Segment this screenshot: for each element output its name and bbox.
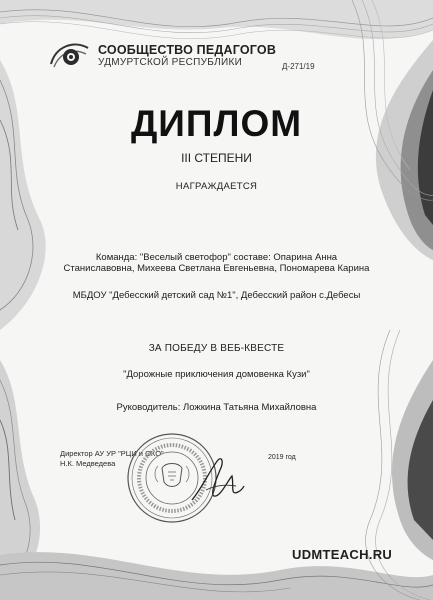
leader-line: Руководитель: Ложкина Татьяна Михайловна [116, 402, 317, 413]
awarded-label: НАГРАЖДАЕТСЯ [175, 181, 258, 192]
team-line-2: Станиславовна, Михеева Светлана Евгеньевна, Пономарева Карина [63, 263, 370, 274]
document-code: Д-271/19 [282, 62, 315, 71]
diploma-degree: III СТЕПЕНИ [181, 151, 252, 165]
director-title: Директор АУ УР "РЦИ и ОКО" [60, 449, 164, 458]
director-name: Н.К. Медведева [60, 459, 116, 468]
quest-name: "Дорожные приключения домовенка Кузи" [123, 369, 310, 380]
website-link[interactable]: UDMTEACH.RU [292, 547, 393, 562]
victory-line: ЗА ПОБЕДУ В ВЕБ-КВЕСТЕ [148, 343, 285, 354]
diploma-title: ДИПЛОМ [130, 103, 303, 144]
organization-line: МБДОУ "Дебесский детский сад №1", Дебесский район с.Дебесы [72, 290, 361, 301]
diploma-year: 2019 год [268, 454, 296, 461]
org-name: СООБЩЕСТВО ПЕДАГОГОВ [98, 43, 277, 57]
signature-icon [188, 450, 246, 510]
community-logo-icon [48, 38, 92, 70]
team-line-1: Команда: "Веселый светофор" составе: Опарина Анна [95, 252, 338, 263]
org-region: УДМУРТСКОЙ РЕСПУБЛИКИ [98, 57, 243, 68]
